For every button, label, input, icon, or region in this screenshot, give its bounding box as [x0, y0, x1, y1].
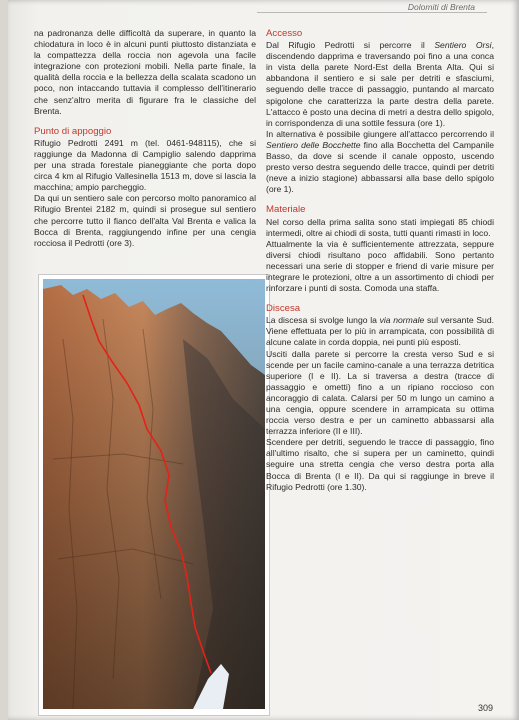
discesa-paragraph-3: Scendere per detriti, seguendo le tracce di passaggio, fino all'ultimo risalto, che si supera per un caminetto, quindi seguire una stretta cengia che verso destra porta alla Bocca di Brenta (I e II). Da qui si raggiunge in breve il Rifugio Pedrotti (ore 1.30). — [266, 437, 494, 492]
punto-paragraph-1: Rifugio Pedrotti 2491 m (tel. 0461-948115), che si raggiunge da Madonna di Campiglio salendo dapprima per una strada forestale pianeggiante che porta dopo circa 4 km al Rifugio Vallesinella 1513 m, dove si lascia la macchina; ampio parcheggio. — [34, 137, 256, 193]
accesso-p2-text-a: In alternativa è possibile giungere all'attacco percorrendo il — [266, 128, 494, 139]
section-title-materiale: Materiale — [266, 204, 306, 216]
mountain-illustration — [43, 279, 265, 709]
page-number: 309 — [477, 703, 493, 713]
discesa-p1-text-a: La discesa si svolge lungo la — [266, 315, 380, 326]
accesso-p2-emphasis: Sentiero delle Bocchette — [266, 139, 361, 150]
header-rule — [257, 12, 487, 13]
accesso-p2-text-b: fino alla Bocchetta del Campanile Basso, da dove si scende il canale opposto, uscendo presto verso destra seguendo delle tracce, quindi per detriti (neve a inizio stagione) abbassarsi alla base dello spigolo (ore 1). — [266, 139, 494, 195]
accesso-paragraph-1 — [266, 40, 494, 129]
running-head: Dolomiti di Brenta — [407, 2, 475, 12]
book-page — [8, 0, 519, 720]
discesa-p1-emphasis: via normale — [379, 315, 425, 326]
discesa-p1-text-b: sul versante Sud. Viene effettuata per lo più in arrampicata, con possibilità di alcune calate in corda doppia, nei punti più esposti. — [266, 315, 494, 348]
mountain-photo — [43, 279, 265, 709]
punto-paragraph-2: Da qui un sentiero sale con percorso molto panoramico al Rifugio Brentei 2182 m, quindi si prosegue sul sentiero che percorre tutto il fianco dell'alta Val Brenta e valica la Bocca di Brenta, raggiungendo infine per una cengia rocciosa il Pedrotti (ore 3). — [34, 193, 256, 248]
rock-shading — [43, 279, 265, 709]
left-column — [34, 28, 256, 249]
intro-paragraph: na padronanza delle difficoltà da superare, in quanto la chiodatura in loco è in alcuni punti piuttosto distanziata e la compattezza della roccia non agevola una facile integrazione con protezioni mobili. Nella parte finale, la qualità della roccia e la bellezza della scalata scadono un poco, non intaccando tuttavia il complesso dell'itinerario che senz'altro merita di figurare fra le classiche del Brenta. — [34, 28, 256, 116]
section-title-accesso: Accesso — [266, 28, 303, 39]
photo-frame — [38, 274, 270, 716]
accesso-p1-text-b: , discendendo dapprima e traversando poi fino a una conca in vista della parete Nord-Est della Brenta Alta. Qui si abbandona il sentiero e si sale per detriti e sfasciumi, seguendo delle tracce di passaggio, puntando al marcato spigolone che caratterizza la parte destra della parete. L'attacco è posto una decina di metri a destra dello spigolo, in corrispondenza di una sottile fessura (ore 1). — [266, 40, 494, 128]
section-title-punto-di-appoggio: Punto di appoggio — [34, 125, 112, 137]
accesso-paragraph-2 — [266, 129, 494, 196]
materiale-paragraph-2: Attualmente la via è sufficientemente attrezzata, seppure diversi chiodi risultano poco affidabili. Sono pertanto necessari una serie di stopper e friend di varie misure per integrare le protezioni, oltre a un assortimento di chiodi per rinforzare i punti di sosta. Comoda una staffa. — [266, 238, 494, 294]
section-title-discesa: Discesa — [266, 303, 301, 315]
right-column — [266, 28, 494, 493]
discesa-paragraph-1 — [266, 315, 494, 348]
discesa-paragraph-2: Usciti dalla parete si percorre la cresta verso Sud e si scende per un facile camino-canale a una terrazza detritica superiore (I e II). La si traversa a destra (tracce di passaggio e ometti) fino a un ripiano roccioso con ancoraggio di calata. Calarsi per 50 m lungo un camino a una cengia, oppure scendere in arrampicata su ottima roccia verso destra e per un caminetto abbassarsi alla terrazza inferiore (II e III). — [266, 348, 494, 437]
accesso-p1-emphasis: Sentiero Orsi — [434, 40, 492, 51]
accesso-p1-text-a: Dal Rifugio Pedrotti si percorre il — [266, 40, 435, 51]
materiale-paragraph-1: Nel corso della prima salita sono stati impiegati 85 chiodi intermedi, oltre ai chiodi di sosta, tutti quanti rimasti in loco. — [266, 216, 494, 238]
